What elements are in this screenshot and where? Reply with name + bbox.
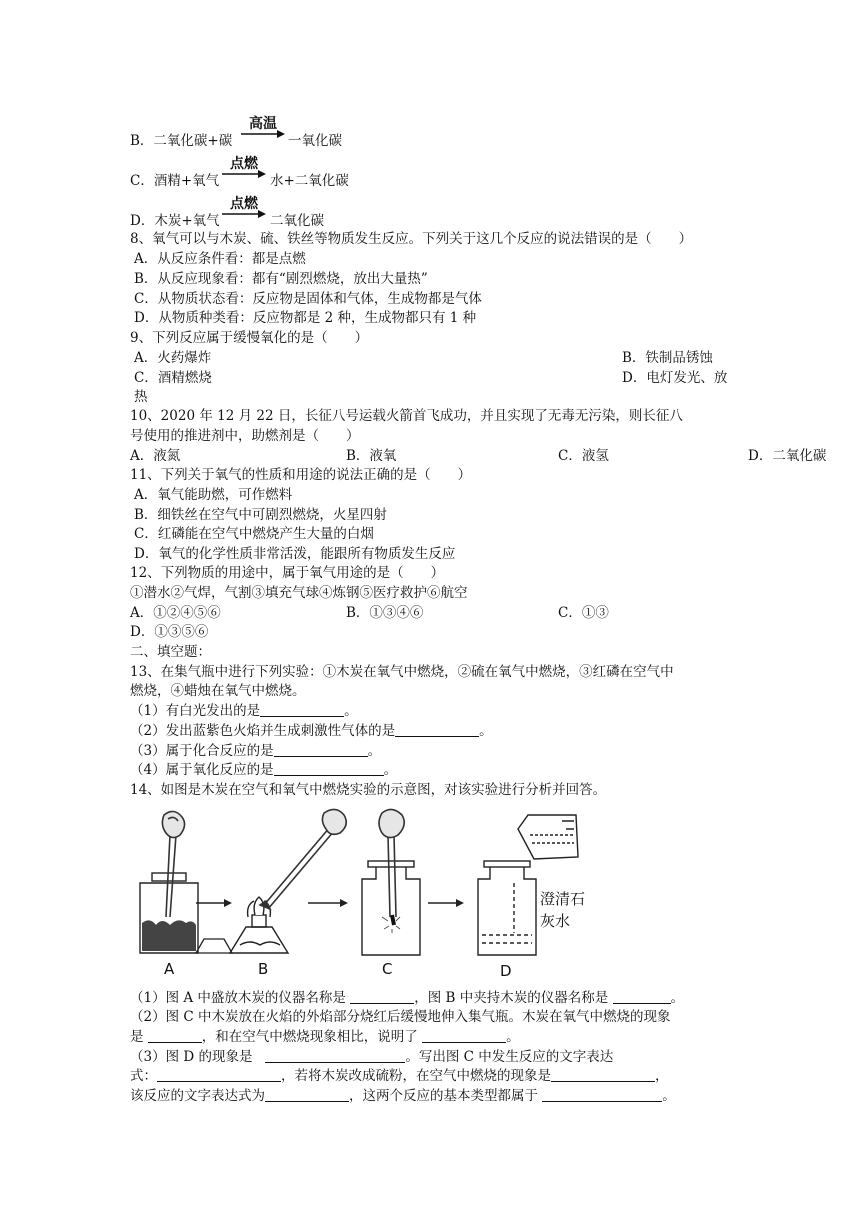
limewater-label	[540, 888, 585, 932]
q14-part-2-line1: （2）图 C 中木炭放在火焰的外焰部分烧红后缓慢地伸入集气瓶。木炭在氧气中燃烧的现象	[130, 1009, 671, 1025]
q11-option-d: D．氧气的化学性质非常活泼，能跟所有物质发生反应	[134, 546, 456, 562]
q10-stem-1: 10、2020 年 12 月 22 日，长征八号运载火箭首飞成功，并且实现了无毒无污染，则长征八	[130, 408, 683, 424]
q13-part-4-text: （4）属于氧化反应的是	[130, 762, 274, 778]
q14-part-3-text-d: ，若将木炭改成硫粉，在空气中燃烧的现象是	[281, 1068, 551, 1084]
option-b-arrow	[241, 115, 285, 139]
answer-blank[interactable]	[613, 989, 671, 1004]
q10-option-d: D．二氧化碳	[748, 448, 827, 464]
lamp-cap	[196, 939, 232, 953]
q14-stem: 14、如图是木炭在空气和氧气中燃烧实验的示意图，对该实验进行分析并回答。	[130, 782, 607, 798]
q9-option-c: C．酒精燃烧	[134, 370, 212, 386]
answer-blank[interactable]	[265, 1048, 405, 1063]
arrow-icon	[222, 170, 266, 178]
q12-option-c: C．①③	[558, 605, 609, 621]
q11-option-a: A．氧气能助燃，可作燃料	[134, 487, 293, 503]
q8-option-d: D．从物质种类看：反应物都是 2 种，生成物都只有 1 种	[134, 310, 477, 326]
period: 。	[506, 1029, 520, 1045]
q10-option-a: A．液氮	[130, 448, 181, 464]
limewater-label-line1: 澄清石	[540, 890, 586, 908]
q9-option-a: A．火药爆炸	[134, 350, 212, 366]
answer-blank[interactable]	[274, 742, 368, 757]
arrow-icon	[196, 899, 232, 907]
figure-label-a: A	[164, 960, 175, 978]
q14-part-2-text-c: ，和在空气中燃烧现象相比，说明了	[201, 1029, 418, 1045]
q10-option-b: B．液氧	[346, 448, 397, 464]
answer-blank[interactable]	[265, 1087, 349, 1102]
q12-stem: 12、下列物质的用途中，属于氧气用途的是（ ）	[130, 565, 445, 581]
q14-part-1-text-a: （1）图 A 中盛放木炭的仪器名称是	[130, 990, 346, 1006]
answer-blank[interactable]	[157, 1067, 281, 1082]
option-d-product: 二氧化碳	[270, 213, 324, 229]
q8-option-b: B．从反应现象看：都有“剧烈燃烧，放出大量热”	[134, 271, 428, 287]
q13-part-2	[130, 722, 493, 740]
q13-part-3	[130, 742, 381, 760]
period: 。	[662, 1088, 676, 1104]
q12-option-d: D．①③⑤⑥	[130, 624, 209, 640]
q14-part-1	[130, 989, 684, 1007]
q14-part-3-text-f: 该反应的文字表达式为	[130, 1088, 265, 1104]
crucible-tongs-a	[162, 811, 184, 917]
q14-part-3-line3	[130, 1087, 676, 1105]
wide-mouth-bottle-a	[140, 873, 198, 953]
reaction-condition: 点燃	[230, 156, 258, 172]
q11-stem: 11、下列关于氧气的性质和用途的说法正确的是（ ）	[130, 467, 472, 483]
answer-blank[interactable]	[551, 1067, 655, 1082]
q13-part-1-text: （1）有白光发出的是	[130, 703, 261, 719]
answer-blank[interactable]	[350, 989, 414, 1004]
option-b-reactants: B．二氧化碳+碳	[130, 133, 233, 149]
section-heading: 二、填空题：	[130, 644, 211, 660]
q10-option-c: C．液氢	[558, 448, 609, 464]
beaker	[518, 815, 578, 859]
q12-items: ①潜水②气焊，气割③填充气球④炼钢⑤医疗救护⑥航空	[130, 585, 468, 601]
q14-part-3-line2	[130, 1067, 669, 1085]
wide-mouth-bottle-d	[478, 861, 536, 955]
q12-option-a: A．①②④⑤⑥	[130, 605, 221, 621]
answer-blank[interactable]	[542, 1087, 662, 1102]
reaction-condition: 点燃	[230, 196, 258, 212]
q14-part-3-text-c: 式：	[130, 1068, 157, 1084]
answer-blank[interactable]	[274, 761, 384, 776]
arrow-icon	[308, 899, 348, 907]
arrow-icon	[428, 899, 464, 907]
q9-stem: 9、下列反应属于缓慢氧化的是（ ）	[130, 330, 369, 346]
period: 。	[670, 990, 685, 1006]
option-c-product: 水+二氧化碳	[270, 173, 349, 189]
crucible-tongs-b	[260, 809, 346, 909]
wide-mouth-bottle-c	[362, 861, 420, 955]
arrow-icon	[222, 210, 266, 218]
period: 。	[344, 703, 358, 719]
option-b	[130, 132, 232, 150]
q14-part-3-text-b: 。写出图 C 中发生反应的文字表达	[405, 1049, 614, 1065]
q14-part-2-line2	[130, 1028, 520, 1046]
period: 。	[383, 762, 398, 778]
option-d-arrow	[222, 195, 266, 219]
q12-option-b: B．①③④⑥	[346, 605, 424, 621]
q11-option-c: C．红磷能在空气中燃烧产生大量的白烟	[134, 526, 374, 542]
crucible-tongs-c	[379, 809, 404, 917]
q14-part-3-text-g: ，这两个反应的基本类型都属于	[349, 1088, 538, 1104]
q13-part-1	[130, 702, 358, 720]
q13-part-4	[130, 761, 397, 779]
q14-part-2-text-b: 是	[130, 1029, 144, 1045]
answer-blank[interactable]	[422, 1028, 506, 1043]
answer-blank[interactable]	[148, 1028, 202, 1043]
option-b-product: 一氧化碳	[288, 133, 342, 149]
q8-stem: 8、氧气可以与木炭、硫、铁丝等物质发生反应。下列关于这几个反应的说法错误的是（ ）	[130, 231, 693, 247]
q14-part-1-text-b: ，图 B 中夹持木炭的仪器名称是	[414, 990, 609, 1006]
option-c: C．酒精+氧气	[130, 173, 220, 189]
q9-option-d-cont: 热	[134, 389, 148, 405]
q10-stem-2: 号使用的推进剂中，助燃剂是（ ）	[130, 428, 360, 444]
q14-part-3-line1	[130, 1048, 613, 1066]
q13-stem-2: 燃烧，④蜡烛在氧气中燃烧。	[130, 683, 306, 699]
arrow-icon	[241, 130, 285, 138]
period: 。	[479, 723, 493, 739]
figure-label-b: B	[258, 960, 269, 978]
q8-option-c: C．从物质状态看：反应物是固体和气体，生成物都是气体	[134, 291, 482, 307]
q11-option-b: B．细铁丝在空气中可剧烈燃烧，火星四射	[134, 507, 387, 523]
figure-label-d: D	[500, 962, 512, 980]
q13-part-2-text: （2）发出蓝紫色火焰并生成刺激性气体的是	[130, 723, 396, 739]
q9-option-d: D．电灯发光、放	[622, 370, 728, 386]
experiment-figure	[130, 805, 600, 985]
q13-stem-1: 13、在集气瓶中进行下列实验：①木炭在氧气中燃烧，②硫在氧气中燃烧，③红磷在空气中	[130, 664, 674, 680]
answer-blank[interactable]	[395, 722, 479, 737]
q8-option-a: A．从反应条件看：都是点燃	[134, 251, 306, 267]
q9-option-b: B．铁制品锈蚀	[622, 350, 713, 366]
limewater-label-line2: 灰水	[540, 912, 571, 930]
period: 。	[367, 743, 382, 759]
reaction-condition: 高温	[249, 116, 277, 132]
q14-part-3-text-a: （3）图 D 的现象是	[130, 1049, 253, 1065]
option-c-arrow	[222, 155, 266, 179]
answer-blank[interactable]	[260, 702, 344, 717]
comma: ，	[655, 1068, 669, 1084]
q13-part-3-text: （3）属于化合反应的是	[130, 743, 274, 759]
option-d: D．木炭+氧气	[130, 213, 220, 229]
figure-label-c: C	[382, 960, 393, 978]
